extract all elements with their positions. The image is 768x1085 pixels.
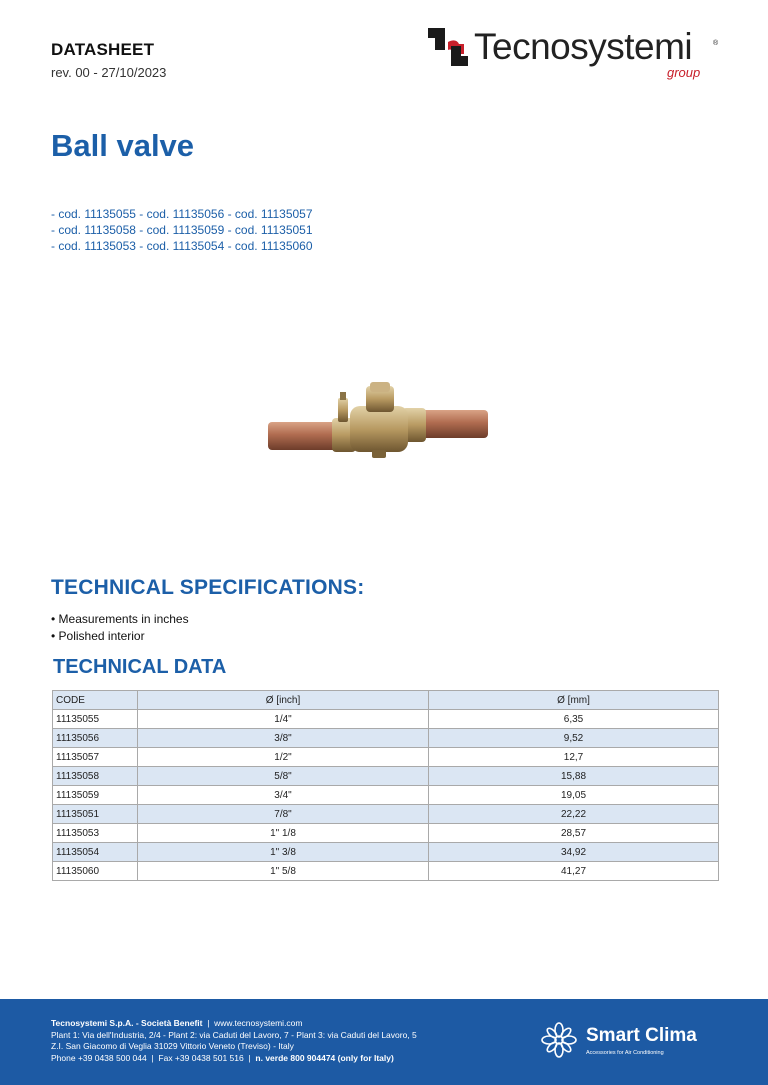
- revision-date: rev. 00 - 27/10/2023: [51, 65, 167, 80]
- separator: |: [149, 1052, 157, 1063]
- cell-mm: 34,92: [429, 843, 719, 862]
- table-header-row: [53, 691, 719, 710]
- tecnosystemi-mark-icon: [428, 28, 468, 68]
- table-row: [53, 748, 719, 767]
- separator: |: [246, 1052, 254, 1063]
- cell-code: 11135056: [53, 729, 138, 748]
- cell-inch: 5/8": [138, 767, 429, 786]
- cell-inch: 3/8": [138, 729, 429, 748]
- technical-data-heading: TECHNICAL DATA: [53, 656, 227, 678]
- phone-number: Phone +39 0438 500 044: [51, 1052, 147, 1063]
- column-header-mm: Ø [mm]: [429, 691, 719, 710]
- cell-mm: 12,7: [429, 748, 719, 767]
- table-row: [53, 862, 719, 881]
- smart-clima-logo: [540, 1021, 730, 1061]
- cell-inch: 1/2": [138, 748, 429, 767]
- code-line: - cod. 11135053 - cod. 11135054 - cod. 11135060: [51, 239, 313, 253]
- table-row: [53, 729, 719, 748]
- cell-code: 11135057: [53, 748, 138, 767]
- table-row: [53, 786, 719, 805]
- footer-contact-block: [51, 1018, 417, 1064]
- product-codes: [51, 206, 313, 254]
- list-item: • Polished interior: [51, 628, 189, 645]
- company-name: Tecnosystemi S.p.A. - Società Benefit: [51, 1018, 203, 1028]
- cell-code: 11135051: [53, 805, 138, 824]
- cell-inch: 1/4": [138, 710, 429, 729]
- specifications-list: [51, 611, 189, 644]
- green-number: n. verde 800 904474 (only for Italy): [255, 1052, 394, 1063]
- cell-inch: 7/8": [138, 805, 429, 824]
- ball-valve-photo: [266, 378, 490, 464]
- cell-inch: 1" 5/8: [138, 862, 429, 881]
- list-item: • Measurements in inches: [51, 611, 189, 628]
- product-title: Ball valve: [51, 128, 195, 163]
- cell-code: 11135059: [53, 786, 138, 805]
- code-line: - cod. 11135055 - cod. 11135056 - cod. 11135057: [51, 207, 313, 221]
- cell-mm: 9,52: [429, 729, 719, 748]
- table-row: [53, 710, 719, 729]
- footer-line-phone: [51, 1053, 417, 1065]
- cell-inch: 3/4": [138, 786, 429, 805]
- footer-address: Z.I. San Giacomo di Veglia 31029 Vittorio Veneto (Treviso) - Italy: [51, 1041, 294, 1051]
- table-row: [53, 843, 719, 862]
- smart-clima-tagline: Accessories for Air Conditioning: [586, 1050, 664, 1056]
- table-row: [53, 824, 719, 843]
- separator: |: [204, 1018, 212, 1028]
- doc-type-label: DATASHEET: [51, 40, 155, 59]
- column-header-code: CODE: [53, 691, 138, 710]
- cell-code: 11135053: [53, 824, 138, 843]
- technical-data-table: [52, 690, 719, 881]
- cell-mm: 22,22: [429, 805, 719, 824]
- column-header-inch: Ø [inch]: [138, 691, 429, 710]
- cell-inch: 1" 3/8: [138, 843, 429, 862]
- snowflake-flower-icon: [540, 1021, 578, 1059]
- technical-specifications-heading: TECHNICAL SPECIFICATIONS:: [51, 576, 365, 599]
- cell-code: 11135058: [53, 767, 138, 786]
- page-footer: [0, 999, 768, 1085]
- cell-mm: 28,57: [429, 824, 719, 843]
- table-row: [53, 767, 719, 786]
- cell-code: 11135055: [53, 710, 138, 729]
- logo-wordmark: Tecnosystemi: [474, 26, 693, 67]
- cell-mm: 15,88: [429, 767, 719, 786]
- table-row: [53, 805, 719, 824]
- fax-number: Fax +39 0438 501 516: [158, 1052, 244, 1063]
- footer-plants: Plant 1: Via dell'Industria, 2/4 - Plant 2: via Caduti del Lavoro, 7 - Plant 3: via Caduti del Lavoro, 5: [51, 1029, 417, 1040]
- cell-code: 11135054: [53, 843, 138, 862]
- tecnosystemi-logo: [428, 26, 728, 84]
- cell-inch: 1" 1/8: [138, 824, 429, 843]
- cell-mm: 6,35: [429, 710, 719, 729]
- cell-mm: 41,27: [429, 862, 719, 881]
- footer-line-company: [51, 1018, 417, 1030]
- cell-mm: 19,05: [429, 786, 719, 805]
- logo-registered-mark: ®: [713, 40, 719, 47]
- website-link[interactable]: www.tecnosystemi.com: [214, 1018, 303, 1028]
- cell-code: 11135060: [53, 862, 138, 881]
- logo-subtitle: group: [667, 65, 701, 80]
- code-line: - cod. 11135058 - cod. 11135059 - cod. 11135051: [51, 223, 313, 237]
- header-block: [51, 40, 166, 80]
- smart-clima-name: Smart Clima: [586, 1025, 697, 1046]
